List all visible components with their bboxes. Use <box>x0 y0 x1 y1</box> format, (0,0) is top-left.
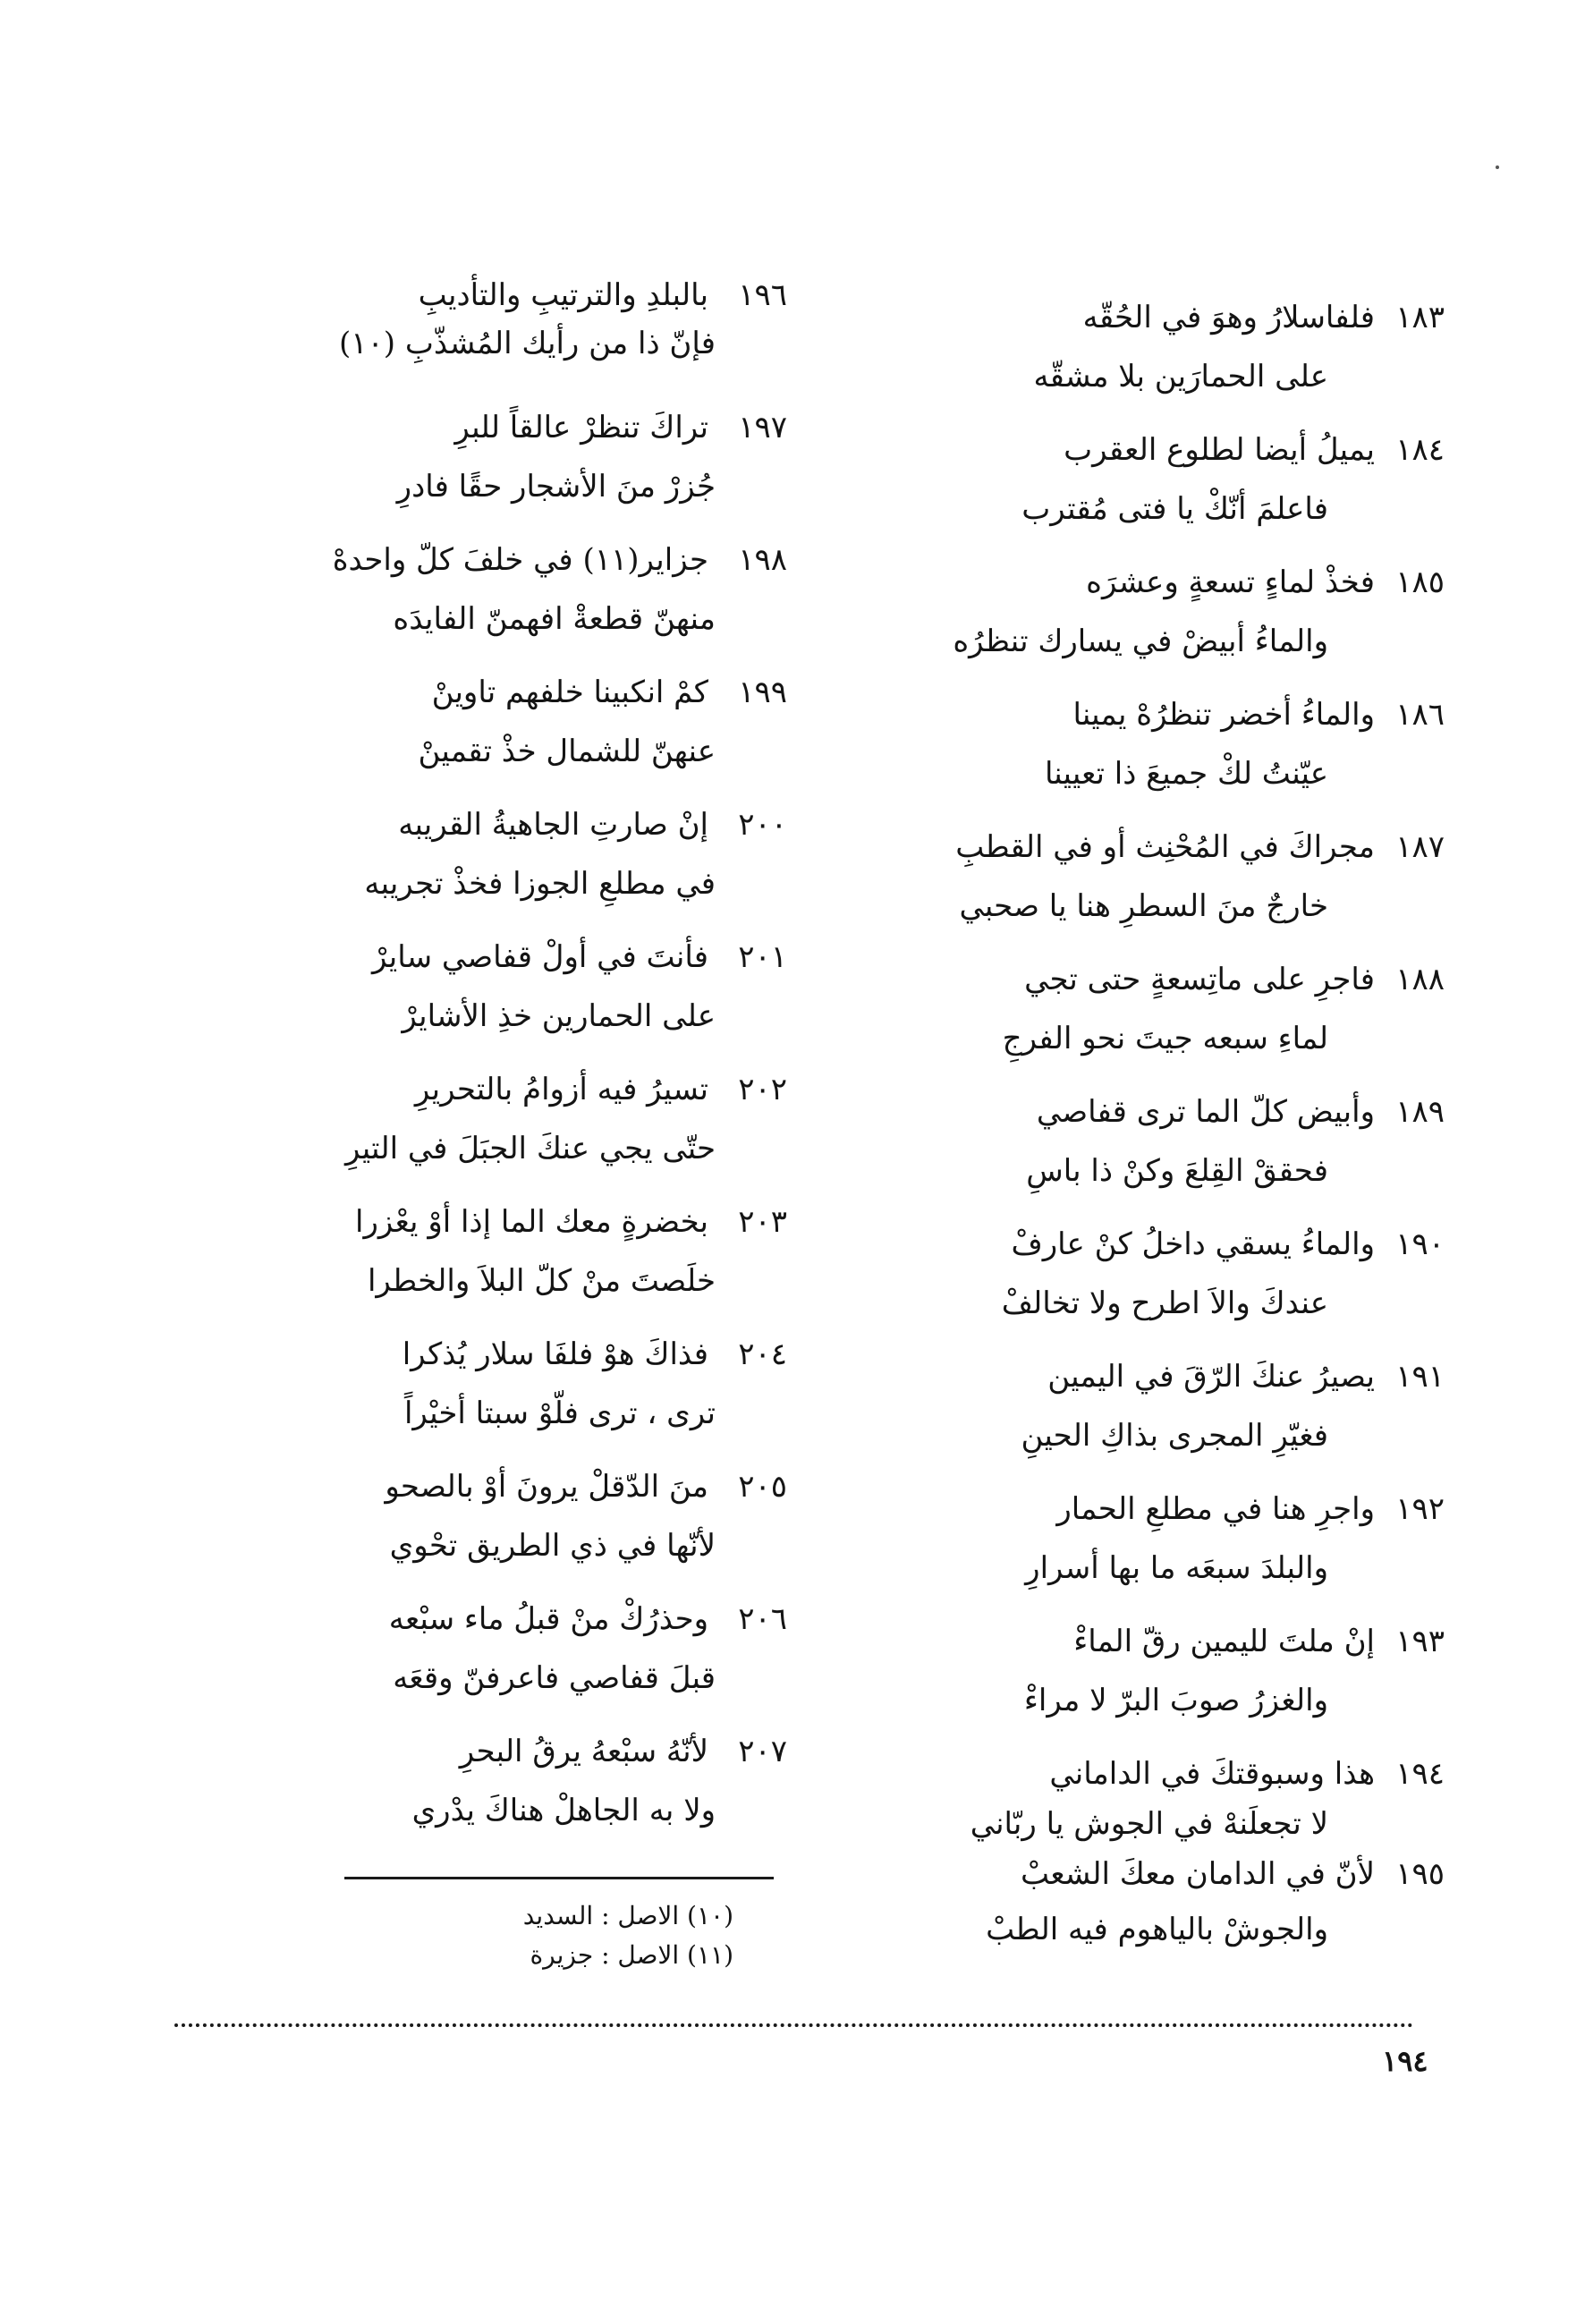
footnote-divider <box>344 1877 774 1879</box>
verse-197 <box>170 405 787 538</box>
verse-189 <box>827 1090 1445 1222</box>
verse-line-2: عيّنتُ لكْ جميعَ ذا تعيينا <box>1044 756 1328 792</box>
verse-line-2: لا تجعلَنهْ في الجوش يا ربّاني <box>970 1806 1328 1842</box>
verse-line-2: فإنّ ذا من رأيك المُشذّبِ (١٠) <box>339 326 716 361</box>
verse-number: ٢٠٠ <box>738 807 787 843</box>
verse-line-1: بخضرةٍ معك الما إذا أوْ يعْزرا <box>355 1204 708 1240</box>
verse-line-2: عندكَ والاَ اطرح ولا تخالفْ <box>1001 1285 1328 1321</box>
verse-number: ١٩٢ <box>1395 1491 1445 1527</box>
footnotes <box>376 1896 733 1975</box>
verse-number: ١٨٥ <box>1395 564 1445 600</box>
verse-line-1: كمْ انكبينا خلفهم تاوينْ <box>431 674 708 710</box>
verse-188 <box>827 957 1445 1090</box>
verse-198 <box>170 538 787 670</box>
verse-number: ١٨٨ <box>1395 962 1445 997</box>
verse-line-1: فلفاسلارُ وهوَ في الحُقّه <box>1082 300 1375 335</box>
verse-206 <box>170 1597 787 1729</box>
verse-line-1: جزاير(١١) في خلفَ كلّ واحدهْ <box>332 542 708 578</box>
footnote-11: (١١) الاصل : جزيرة <box>530 1940 733 1970</box>
verse-207 <box>170 1729 787 1862</box>
verse-line-1: تراكَ تنظرْ عالقاً للبرِ <box>454 410 708 445</box>
verse-line-2: والبلدَ سبعَه ما بها أسرارِ <box>1025 1550 1328 1586</box>
verse-number: ١٩٥ <box>1395 1856 1445 1892</box>
verse-line-1: مجراكَ في المُحْنِث أو في القطبِ <box>955 829 1375 865</box>
verse-183 <box>827 295 1445 428</box>
verse-line-2: والغزرُ صوبَ البرّ لا مراءْ <box>1023 1683 1328 1718</box>
verse-line-2: على الحمارين خذِ الأشايرْ <box>402 998 716 1034</box>
verse-line-1: هذا وسبوقتكَ في الداماني <box>1049 1756 1375 1792</box>
verse-number: ١٩٩ <box>738 674 787 710</box>
verse-number: ٢٠٥ <box>738 1469 787 1505</box>
verse-number: ١٩٦ <box>738 277 787 313</box>
verse-number: ٢٠١ <box>738 939 787 975</box>
verse-187 <box>827 825 1445 957</box>
verse-number: ١٩٠ <box>1395 1226 1445 1262</box>
verse-194 <box>827 1751 1445 1852</box>
verse-number: ١٨٤ <box>1395 432 1445 468</box>
verse-number: ٢٠٢ <box>738 1072 787 1107</box>
right-column <box>827 295 1445 1984</box>
verse-line-2: على الحمارَين بلا مشقّه <box>1033 359 1328 394</box>
verse-line-1: لأنّ في الدامان معكَ الشعبْ <box>1020 1856 1375 1892</box>
page-number: ١٩٤ <box>1382 2044 1428 2078</box>
verse-number: ١٩٤ <box>1395 1756 1445 1792</box>
verse-line-2: عنهنّ للشمال خذْ تقمينْ <box>418 734 716 769</box>
verse-line-2: قبلَ قفاصي فاعرفنّ وقعَه <box>393 1660 716 1696</box>
dotted-divider <box>174 2023 1413 2027</box>
verse-line-1: إنْ ملتَ لليمين رقّ الماءْ <box>1073 1624 1375 1659</box>
verse-line-1: وأبيض كلّ الما ترى قفاصي <box>1036 1094 1375 1130</box>
verse-line-1: بالبلدِ والترتيبِ والتأديبِ <box>418 277 708 313</box>
verse-line-2: في مطلعِ الجوزا فخذْ تجريبه <box>364 866 716 902</box>
verse-196 <box>170 273 787 405</box>
verse-line-1: تسيرُ فيه أزوامُ بالتحريرِ <box>414 1072 708 1107</box>
verse-191 <box>827 1354 1445 1487</box>
verse-number: ١٨٣ <box>1395 300 1445 335</box>
verse-205 <box>170 1464 787 1597</box>
verse-line-2: ولا به الجاهلْ هناكَ يدْري <box>411 1793 716 1828</box>
verse-line-2: خارجٌ منَ السطرِ هنا يا صحبي <box>959 888 1328 924</box>
verse-204 <box>170 1332 787 1464</box>
verse-number: ١٨٧ <box>1395 829 1445 865</box>
verse-line-1: إنْ صارتِ الجاهيةُ القريبه <box>398 807 708 843</box>
scan-speck <box>1496 165 1499 169</box>
verse-line-2: حتّى يجي عنكَ الجبَلَ في التيرِ <box>344 1131 716 1166</box>
verse-186 <box>827 692 1445 825</box>
verse-number: ٢٠٧ <box>738 1734 787 1769</box>
verse-line-2: والماءُ أبيضْ في يسارك تنظرُه <box>953 623 1328 659</box>
verse-line-2: فغيّرِ المجرى بذاكِ الحينِ <box>1021 1418 1328 1454</box>
verse-line-1: يصيرُ عنكَ الرّقَ في اليمين <box>1047 1359 1375 1395</box>
verse-line-1: فاجرِ على ماتِسعةٍ حتى تجي <box>1024 962 1375 997</box>
verse-line-2: لأنّها في ذي الطريق تحْوي <box>389 1528 716 1564</box>
verse-number: ١٩١ <box>1395 1359 1445 1395</box>
verse-line-1: والماءُ يسقي داخلُ كنْ عارفْ <box>1011 1226 1375 1262</box>
verse-line-2: لماءِ سبعه جيتَ نحو الفرجِ <box>1002 1021 1328 1056</box>
verse-192 <box>827 1487 1445 1619</box>
verse-line-2: جُزرْ منَ الأشجار حقًا فادرِ <box>396 469 716 505</box>
verse-190 <box>827 1222 1445 1354</box>
left-column <box>170 273 787 1862</box>
verse-195 <box>827 1852 1445 1984</box>
verse-202 <box>170 1067 787 1200</box>
verse-number: ١٩٨ <box>738 542 787 578</box>
verse-number: ٢٠٣ <box>738 1204 787 1240</box>
verse-200 <box>170 802 787 935</box>
verse-line-1: فذاكَ هوْ فلفَا سلار يُذكرا <box>402 1336 708 1372</box>
verse-line-2: فحققْ القِلعَ وكنْ ذا باسِ <box>1026 1153 1328 1189</box>
verse-number: ١٩٧ <box>738 410 787 445</box>
verse-line-2: والجوشْ بالياهوم فيه الطبْ <box>986 1912 1328 1947</box>
verse-line-1: منَ الدّقلْ يرونَ أوْ بالصحو <box>385 1469 708 1505</box>
verse-line-1: واجرِ هنا في مطلعِ الحمار <box>1056 1491 1375 1527</box>
verse-193 <box>827 1619 1445 1751</box>
verse-line-1: وحذرُكْ منْ قبلُ ماء سبْعه <box>388 1601 708 1637</box>
verse-line-1: والماءُ أخضر تنظرُهْ يمينا <box>1072 697 1375 733</box>
verse-number: ١٨٩ <box>1395 1094 1445 1130</box>
verse-185 <box>827 560 1445 692</box>
verse-line-1: يميلُ أيضا لطلوع العقرب <box>1064 432 1375 468</box>
verse-number: ١٨٦ <box>1395 697 1445 733</box>
verse-line-2: منهنّ قطعةْ افهمنّ الفايدَه <box>393 601 716 637</box>
verse-line-1: فأنتَ في أولْ قفاصي سايرْ <box>372 939 708 975</box>
verse-201 <box>170 935 787 1067</box>
verse-number: ١٩٣ <box>1395 1624 1445 1659</box>
verse-line-2: ترى ، ترى فلّوْ سبتا أخيْراً <box>403 1395 716 1431</box>
verse-number: ٢٠٤ <box>738 1336 787 1372</box>
verse-line-1: لأنّهُ سبْعهُ يرقُ البحرِ <box>459 1734 708 1769</box>
verse-184 <box>827 428 1445 560</box>
verse-line-1: فخذْ لماءٍ تسعةٍ وعشرَه <box>1086 564 1375 600</box>
footnote-10: (١٠) الاصل : السديد <box>522 1901 733 1930</box>
verse-number: ٢٠٦ <box>738 1601 787 1637</box>
verse-line-2: خلَصتَ منْ كلّ البلاَ والخطرا <box>367 1263 716 1299</box>
verse-203 <box>170 1200 787 1332</box>
verse-199 <box>170 670 787 802</box>
verse-line-2: فاعلمَ أنّكْ يا فتى مُقترب <box>1021 491 1328 527</box>
